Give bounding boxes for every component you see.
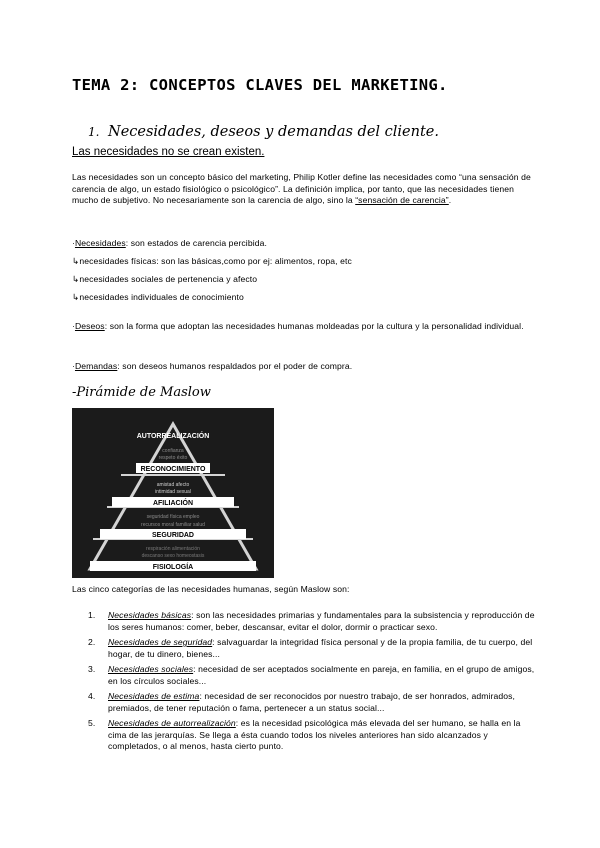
item-term: Necesidades básicas	[108, 610, 192, 620]
level-item: respeto éxito	[158, 455, 188, 461]
level-item: amistad afecto	[156, 482, 190, 488]
necesidades-definition	[72, 238, 267, 250]
bullet: ·	[72, 238, 75, 248]
item-number: 3.	[88, 664, 96, 674]
deseos-definition	[72, 321, 542, 333]
level-item: descanso sexo homeostasis	[141, 553, 205, 559]
demandas-def: : son deseos humanos respaldados por el poder de compra.	[117, 361, 353, 371]
bullet: ·	[72, 361, 75, 371]
sub-item-text: necesidades sociales de pertenencia y afecto	[79, 274, 258, 284]
necesidades-sub-item	[72, 292, 244, 304]
level-item: seguridad física empleo	[146, 514, 200, 520]
necesidades-sub-item	[72, 274, 257, 286]
level-item: respiración alimentación	[146, 546, 200, 552]
item-number: 5.	[88, 718, 96, 728]
level-afiliacion: AFILIACIÓN	[152, 500, 194, 507]
sub-item-text: necesidades individuales de conocimiento	[79, 292, 244, 302]
level-seguridad: SEGURIDAD	[151, 532, 195, 539]
demandas-definition	[72, 361, 352, 373]
item-term: Necesidades de estima	[108, 691, 200, 701]
arrow-icon: ↳	[72, 274, 80, 284]
deseos-term: Deseos	[74, 321, 105, 331]
section-title: Necesidades, deseos y demandas del cliente.	[108, 124, 439, 140]
level-reconocimiento: RECONOCIMIENTO	[140, 466, 206, 473]
deseos-def: : son la forma que adoptan las necesidades humanas moldeadas por la cultura y la personalidad individual.	[104, 321, 524, 331]
list-item	[88, 637, 536, 660]
maslow-heading: -Pirámide de Maslow	[72, 385, 211, 400]
list-item	[88, 610, 536, 633]
section-number: 1.	[88, 125, 100, 139]
item-number: 1.	[88, 610, 96, 620]
section-heading	[88, 124, 439, 140]
level-item: intimidad sexual	[155, 489, 191, 495]
maslow-pyramid-image	[72, 408, 274, 578]
necesidades-def: : son estados de carencia percibida.	[125, 238, 267, 248]
item-number: 4.	[88, 691, 96, 701]
list-item	[88, 718, 536, 753]
necesidades-term: Necesidades	[74, 238, 126, 248]
level-item: confianza	[162, 448, 184, 454]
sub-item-text: necesidades físicas: son las básicas,como por ej: alimentos, ropa, etc	[79, 256, 352, 266]
item-text: : necesidad de ser reconocidos por nuestro trabajo, de ser honrados, admirados, premiados, de tener reputación o fama, pertenecer a un status social...	[108, 691, 515, 713]
list-item	[88, 691, 536, 714]
item-term: Necesidades de seguridad	[108, 637, 213, 647]
item-term: Necesidades de autorrealización	[108, 718, 236, 728]
item-text: : salvaguardar la integridad física personal y de la propia familia, de tu cuerpo, del hogar, de tu dinero, bienes...	[108, 637, 533, 659]
intro-text: Las necesidades son un concepto básico del marketing, Philip Kotler define las necesidades como “una sensación de carencia de algo, un estado fisiológico o psicológico”. La definición implica, por tanto, que las necesidades tienen mucho de subjetivo. No necesariamente son la carencia de algo, sino la	[72, 172, 531, 205]
item-term: Necesidades sociales	[108, 664, 194, 674]
item-text: : es la necesidad psicológica más elevada del ser humano, se halla en la cima de las jerarquías. Se llega a ésta cuando todos los niveles anteriores han sido alcanzados y completados, o al menos, hasta cierto punto.	[108, 718, 521, 751]
level-item: recursos moral familiar salud	[141, 522, 205, 528]
subheading: Las necesidades no se crean existen.	[72, 146, 265, 158]
item-text: : son las necesidades primarias y fundamentales para la subsistencia y reproducción de los seres humanos: comer, beber, descansar, evitar el dolor, dormir o practicar sexo.	[108, 610, 535, 632]
page-title: TEMA 2: CONCEPTOS CLAVES DEL MARKETING.	[72, 76, 448, 94]
intro-paragraph	[72, 172, 542, 207]
necesidades-sub-item	[72, 256, 352, 268]
item-text: : necesidad de ser aceptados socialmente en pareja, en familia, en el grupo de amigos, en los círculos sociales...	[108, 664, 535, 686]
demandas-term: Demandas	[74, 361, 118, 371]
categories-intro: Las cinco categorías de las necesidades humanas, según Maslow son:	[72, 584, 350, 594]
categories-list	[88, 610, 536, 757]
level-fisiologia: FISIOLOGÍA	[152, 564, 194, 571]
arrow-icon: ↳	[72, 256, 80, 266]
intro-emphasis: “sensación de carencia”	[355, 195, 449, 205]
list-item	[88, 664, 536, 687]
arrow-icon: ↳	[72, 292, 80, 302]
item-number: 2.	[88, 637, 96, 647]
level-autorrealizacion: AUTORREALIZACIÓN	[136, 433, 210, 440]
bullet: ·	[72, 321, 75, 331]
intro-end: .	[448, 195, 452, 205]
